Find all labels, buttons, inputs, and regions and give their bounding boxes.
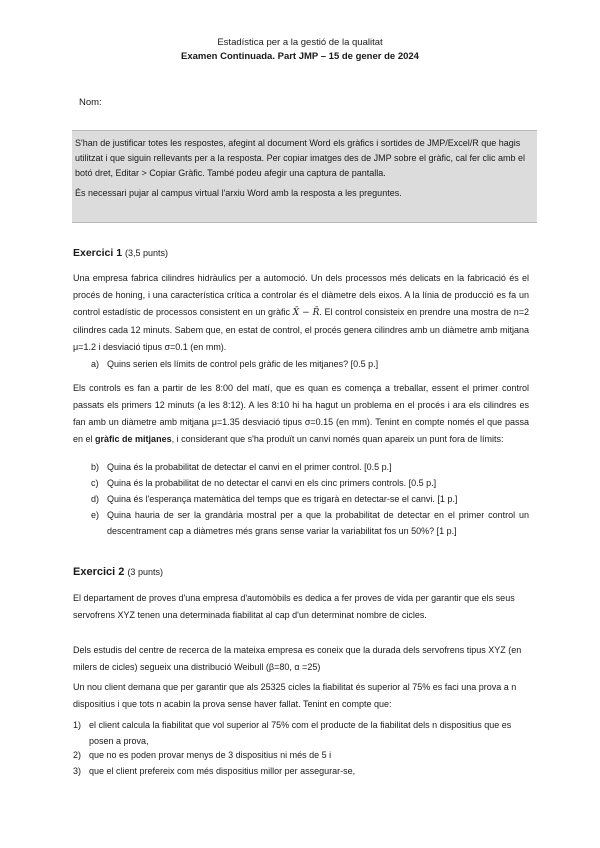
question-e-letter: e) (91, 510, 100, 520)
chart-formula: X̄ − R̄ (292, 308, 320, 318)
instructions-paragraph-1: S'han de justificar totes les respostes, afegint al document Word els gràfics i sortides de JMP/Excel/R que hagis utilitzat i que siguin rellevants per a la resposta. Per copiar imatges des de JMP sobre el gràfic, cal fer clic amb el botó dret, Editar > Copiar Gràfic. També podeu afegir una captura de pantalla. (75, 138, 526, 178)
question-d-text: Quina és l'esperança matemàtica del temps que es trigarà en detectar-se el canvi. [1 p.] (107, 494, 458, 504)
exercise-1-intro-text-2: . El control consisteix en prendre una mostra de n=2 cilindres cada 12 minuts. Sabem que, en estat de control, el procés genera cilindres amb un diàmetre amb mitjana μ=1.2 i desviació tipus σ=0.1 (en mm). (73, 307, 529, 352)
question-b-letter: b) (91, 462, 100, 472)
condition-3 (73, 763, 529, 779)
instructions-paragraph-2: És necessari pujar al campus virtual l'arxiu Word amb la resposta a les preguntes. (75, 188, 402, 198)
exercise-2-paragraph-2: Dels estudis del centre de recerca de la mateixa empresa es coneix que la durada dels servofrens tipus XYZ (en milers de cicles) segueix una distribució Weibull (β=80, α =25) (73, 645, 522, 672)
exercise-2-paragraph-1: El departament de proves d'una empresa d'automòbils es dedica a fer proves de vida per garantir que els seus servofrens XYZ tenen una determinada fiabilitat al cap d'un determinat nombre de cicles. (73, 593, 515, 620)
exercise-1-intro-text: Una empresa fabrica cilindres hidràulics per a automoció. Un dels processos més delicats en la fabricació és el procés de honing, i una característica crítica a controlar és el diàmetre dels eixos. A la línia de producció es fa un control estadístic de processos consistent en un gràfic (73, 273, 529, 317)
condition-2 (73, 747, 529, 763)
exercise-1-context-text-2: , i considerant que s'ha produït un canvi només quan apareix un punt fora de límits: (171, 434, 504, 444)
condition-2-text: que no es poden provar menys de 3 dispositius ni més de 5 i (89, 750, 332, 760)
question-c-letter: c) (91, 478, 99, 488)
exercise-2-paragraph-3: Un nou client demana que per garantir que als 25325 cicles la fiabilitat és superior al 75% es faci una prova a n dispositius i que tots n acabin la prova sense haver fallat. Tenint en compte que: (73, 682, 517, 709)
question-a (91, 356, 529, 372)
condition-1 (73, 717, 529, 749)
exercise-1-context-text: Els controls es fan a partir de les 8:00 del matí, que es quan es comença a treballar, essent el primer control passats els primers 12 minuts (a les 8:12). A les 8:10 hi ha hagut un problema en el procés i ara els cilindres es fan amb un diàmetre amb mitjana μ=1.35 desviació tipus σ=0.15 (en mm). Tenint en compte només el que passa en el (73, 383, 529, 444)
exercise-2-points: (3 punts) (127, 567, 163, 577)
question-a-text: Quins serien els límits de control pels gràfic de les mitjanes? [0.5 p.] (107, 359, 379, 369)
exercise-1-title: Exercici 1 (73, 247, 123, 259)
question-c-text: Quina és la probabilitat de no detectar el canvi en els cinc primers controls. [0.5 p.] (107, 478, 437, 488)
exam-title: Examen Continuada. Part JMP – 15 de gener de 2024 (181, 51, 419, 62)
condition-1-number: 1) (73, 720, 82, 730)
condition-3-number: 3) (73, 766, 82, 776)
exercise-1-points: (3,5 punts) (124, 248, 168, 258)
exercise-1-heading (73, 245, 529, 262)
question-d-letter: d) (91, 494, 100, 504)
condition-3-text: que el client prefereix com més dispositius millor per assegurar-se, (89, 766, 356, 776)
question-b-text: Quina és la probabilitat de detectar el canvi en el primer control. [0.5 p.] (107, 462, 392, 472)
question-d (91, 491, 529, 507)
question-e (91, 507, 529, 539)
course-title: Estadística per a la gestió de la qualitat (217, 37, 383, 48)
name-label: Nom: (79, 97, 102, 108)
question-c (91, 475, 529, 491)
question-a-letter: a) (91, 359, 100, 369)
exercise-1-context-bold: gràfic de mitjanes (95, 434, 172, 444)
condition-1-text: el client calcula la fiabilitat que vol superior al 75% com el producte de la fiabilitat dels n dispositius que es posen a prova, (89, 720, 512, 746)
question-b (91, 459, 529, 475)
condition-2-number: 2) (73, 750, 82, 760)
exercise-2-heading (73, 564, 529, 581)
question-e-text: Quina hauria de ser la grandària mostral per a que la probabilitat de detectar en el primer control un descentrament cap a diàmetres més grans sense variar la variabilitat fos un 50%? [1 p.] (107, 510, 529, 536)
exercise-1-context (73, 380, 529, 448)
instructions-box (72, 130, 537, 223)
exercise-2-title: Exercici 2 (73, 566, 125, 578)
exercise-1-intro (73, 270, 529, 356)
